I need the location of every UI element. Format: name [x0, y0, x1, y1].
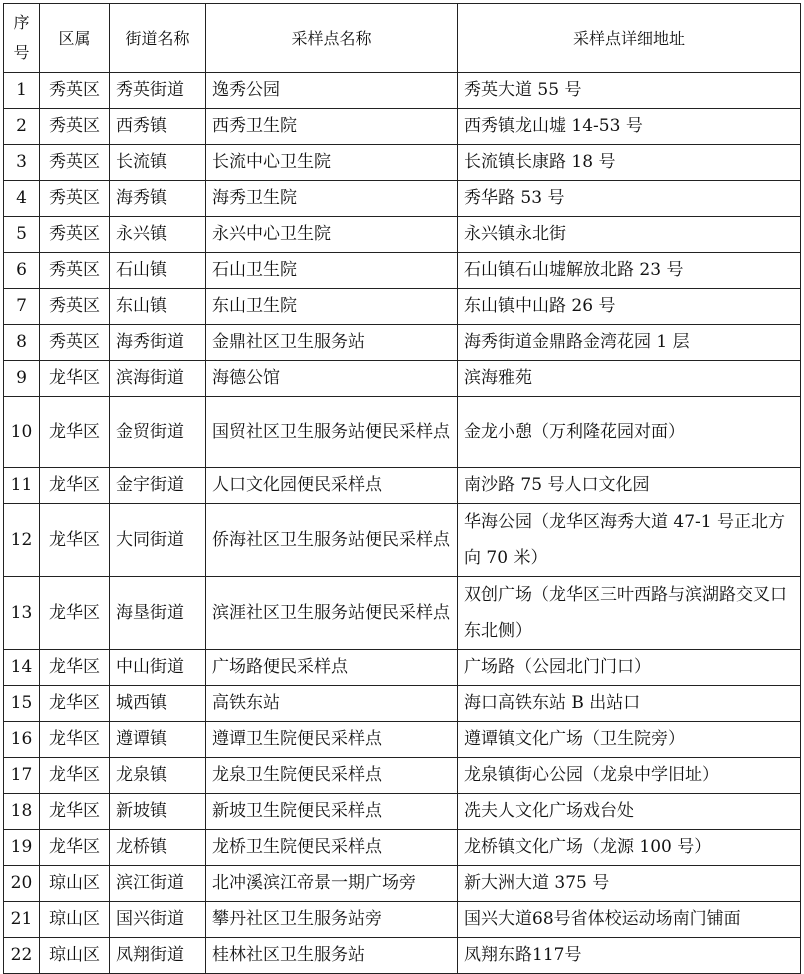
cell-district: 琼山区	[40, 902, 110, 938]
table-row	[4, 145, 801, 181]
cell-district: 秀英区	[40, 289, 110, 325]
sampling-sites-table	[3, 3, 801, 974]
table-row	[4, 361, 801, 397]
cell-address: 广场路（公园北门门口）	[458, 650, 801, 686]
cell-index: 15	[4, 686, 40, 722]
table-row	[4, 577, 801, 650]
cell-site: 金鼎社区卫生服务站	[206, 325, 458, 361]
cell-street: 中山街道	[110, 650, 206, 686]
cell-site: 龙泉卫生院便民采样点	[206, 758, 458, 794]
cell-street: 海秀街道	[110, 325, 206, 361]
cell-index: 1	[4, 73, 40, 109]
table-row	[4, 902, 801, 938]
cell-site: 东山卫生院	[206, 289, 458, 325]
cell-address: 华海公园（龙华区海秀大道 47-1 号正北方向 70 米）	[458, 504, 801, 577]
cell-district: 琼山区	[40, 866, 110, 902]
cell-index: 8	[4, 325, 40, 361]
cell-address: 双创广场（龙华区三叶西路与滨湖路交叉口东北侧）	[458, 577, 801, 650]
cell-address: 秀英大道 55 号	[458, 73, 801, 109]
cell-index: 16	[4, 722, 40, 758]
cell-district: 秀英区	[40, 73, 110, 109]
cell-address: 石山镇石山墟解放北路 23 号	[458, 253, 801, 289]
header-row	[4, 4, 801, 73]
cell-address: 南沙路 75 号人口文化园	[458, 468, 801, 504]
table-row	[4, 866, 801, 902]
cell-street: 国兴街道	[110, 902, 206, 938]
cell-address: 西秀镇龙山墟 14-53 号	[458, 109, 801, 145]
table-row	[4, 686, 801, 722]
cell-address: 东山镇中山路 26 号	[458, 289, 801, 325]
cell-site: 广场路便民采样点	[206, 650, 458, 686]
table-row	[4, 397, 801, 468]
cell-district: 龙华区	[40, 686, 110, 722]
cell-district: 龙华区	[40, 397, 110, 468]
cell-site: 海德公馆	[206, 361, 458, 397]
cell-address: 滨海雅苑	[458, 361, 801, 397]
header-street: 街道名称	[110, 4, 206, 73]
header-district: 区属	[40, 4, 110, 73]
table-row	[4, 794, 801, 830]
cell-site: 石山卫生院	[206, 253, 458, 289]
table-row	[4, 289, 801, 325]
cell-district: 龙华区	[40, 794, 110, 830]
cell-address: 海秀街道金鼎路金湾花园 1 层	[458, 325, 801, 361]
cell-address: 新大洲大道 375 号	[458, 866, 801, 902]
cell-site: 长流中心卫生院	[206, 145, 458, 181]
table-row	[4, 217, 801, 253]
header-site: 采样点名称	[206, 4, 458, 73]
cell-district: 龙华区	[40, 722, 110, 758]
cell-address: 秀华路 53 号	[458, 181, 801, 217]
cell-district: 秀英区	[40, 325, 110, 361]
cell-index: 13	[4, 577, 40, 650]
cell-site: 攀丹社区卫生服务站旁	[206, 902, 458, 938]
cell-index: 9	[4, 361, 40, 397]
cell-index: 7	[4, 289, 40, 325]
cell-site: 滨涯社区卫生服务站便民采样点	[206, 577, 458, 650]
table-row	[4, 181, 801, 217]
cell-district: 龙华区	[40, 468, 110, 504]
cell-site: 北冲溪滨江帝景一期广场旁	[206, 866, 458, 902]
cell-index: 17	[4, 758, 40, 794]
cell-district: 龙华区	[40, 650, 110, 686]
cell-street: 海秀镇	[110, 181, 206, 217]
cell-street: 海垦街道	[110, 577, 206, 650]
cell-street: 永兴镇	[110, 217, 206, 253]
table-row	[4, 938, 801, 974]
cell-site: 龙桥卫生院便民采样点	[206, 830, 458, 866]
cell-street: 新坡镇	[110, 794, 206, 830]
table-row	[4, 758, 801, 794]
cell-index: 10	[4, 397, 40, 468]
cell-street: 龙桥镇	[110, 830, 206, 866]
cell-site: 国贸社区卫生服务站便民采样点	[206, 397, 458, 468]
cell-street: 遵谭镇	[110, 722, 206, 758]
cell-site: 永兴中心卫生院	[206, 217, 458, 253]
cell-street: 东山镇	[110, 289, 206, 325]
cell-street: 金宇街道	[110, 468, 206, 504]
cell-index: 4	[4, 181, 40, 217]
table-row	[4, 722, 801, 758]
table-row	[4, 109, 801, 145]
cell-district: 秀英区	[40, 181, 110, 217]
cell-address: 龙泉镇街心公园（龙泉中学旧址）	[458, 758, 801, 794]
cell-district: 龙华区	[40, 758, 110, 794]
table-row	[4, 650, 801, 686]
cell-index: 12	[4, 504, 40, 577]
cell-street: 大同街道	[110, 504, 206, 577]
cell-street: 石山镇	[110, 253, 206, 289]
cell-site: 侨海社区卫生服务站便民采样点	[206, 504, 458, 577]
cell-district: 琼山区	[40, 938, 110, 974]
cell-index: 11	[4, 468, 40, 504]
cell-street: 滨江街道	[110, 866, 206, 902]
cell-site: 新坡卫生院便民采样点	[206, 794, 458, 830]
cell-site: 遵谭卫生院便民采样点	[206, 722, 458, 758]
cell-address: 冼夫人文化广场戏台处	[458, 794, 801, 830]
table-row	[4, 830, 801, 866]
header-address: 采样点详细地址	[458, 4, 801, 73]
cell-address: 长流镇长康路 18 号	[458, 145, 801, 181]
cell-district: 龙华区	[40, 504, 110, 577]
cell-address: 国兴大道68号省体校运动场南门铺面	[458, 902, 801, 938]
cell-site: 高铁东站	[206, 686, 458, 722]
table-row	[4, 504, 801, 577]
cell-address: 凤翔东路117号	[458, 938, 801, 974]
cell-address: 龙桥镇文化广场（龙源 100 号）	[458, 830, 801, 866]
cell-index: 20	[4, 866, 40, 902]
cell-index: 14	[4, 650, 40, 686]
cell-street: 金贸街道	[110, 397, 206, 468]
cell-street: 滨海街道	[110, 361, 206, 397]
cell-site: 西秀卫生院	[206, 109, 458, 145]
table-row	[4, 325, 801, 361]
cell-district: 秀英区	[40, 217, 110, 253]
cell-street: 长流镇	[110, 145, 206, 181]
cell-index: 21	[4, 902, 40, 938]
cell-index: 22	[4, 938, 40, 974]
cell-site: 海秀卫生院	[206, 181, 458, 217]
table-row	[4, 253, 801, 289]
cell-address: 海口高铁东站 B 出站口	[458, 686, 801, 722]
table-row	[4, 468, 801, 504]
cell-district: 龙华区	[40, 361, 110, 397]
cell-index: 3	[4, 145, 40, 181]
cell-street: 城西镇	[110, 686, 206, 722]
cell-street: 秀英街道	[110, 73, 206, 109]
cell-address: 遵谭镇文化广场（卫生院旁）	[458, 722, 801, 758]
cell-street: 龙泉镇	[110, 758, 206, 794]
header-index: 序号	[4, 4, 40, 73]
cell-index: 6	[4, 253, 40, 289]
cell-index: 19	[4, 830, 40, 866]
cell-index: 18	[4, 794, 40, 830]
cell-index: 5	[4, 217, 40, 253]
cell-district: 秀英区	[40, 109, 110, 145]
cell-street: 凤翔街道	[110, 938, 206, 974]
cell-site: 人口文化园便民采样点	[206, 468, 458, 504]
cell-index: 2	[4, 109, 40, 145]
cell-address: 金龙小憩（万利隆花园对面）	[458, 397, 801, 468]
cell-site: 桂林社区卫生服务站	[206, 938, 458, 974]
cell-district: 秀英区	[40, 145, 110, 181]
table-row	[4, 73, 801, 109]
cell-address: 永兴镇永北街	[458, 217, 801, 253]
cell-site: 逸秀公园	[206, 73, 458, 109]
cell-district: 龙华区	[40, 577, 110, 650]
cell-district: 秀英区	[40, 253, 110, 289]
cell-district: 龙华区	[40, 830, 110, 866]
cell-street: 西秀镇	[110, 109, 206, 145]
